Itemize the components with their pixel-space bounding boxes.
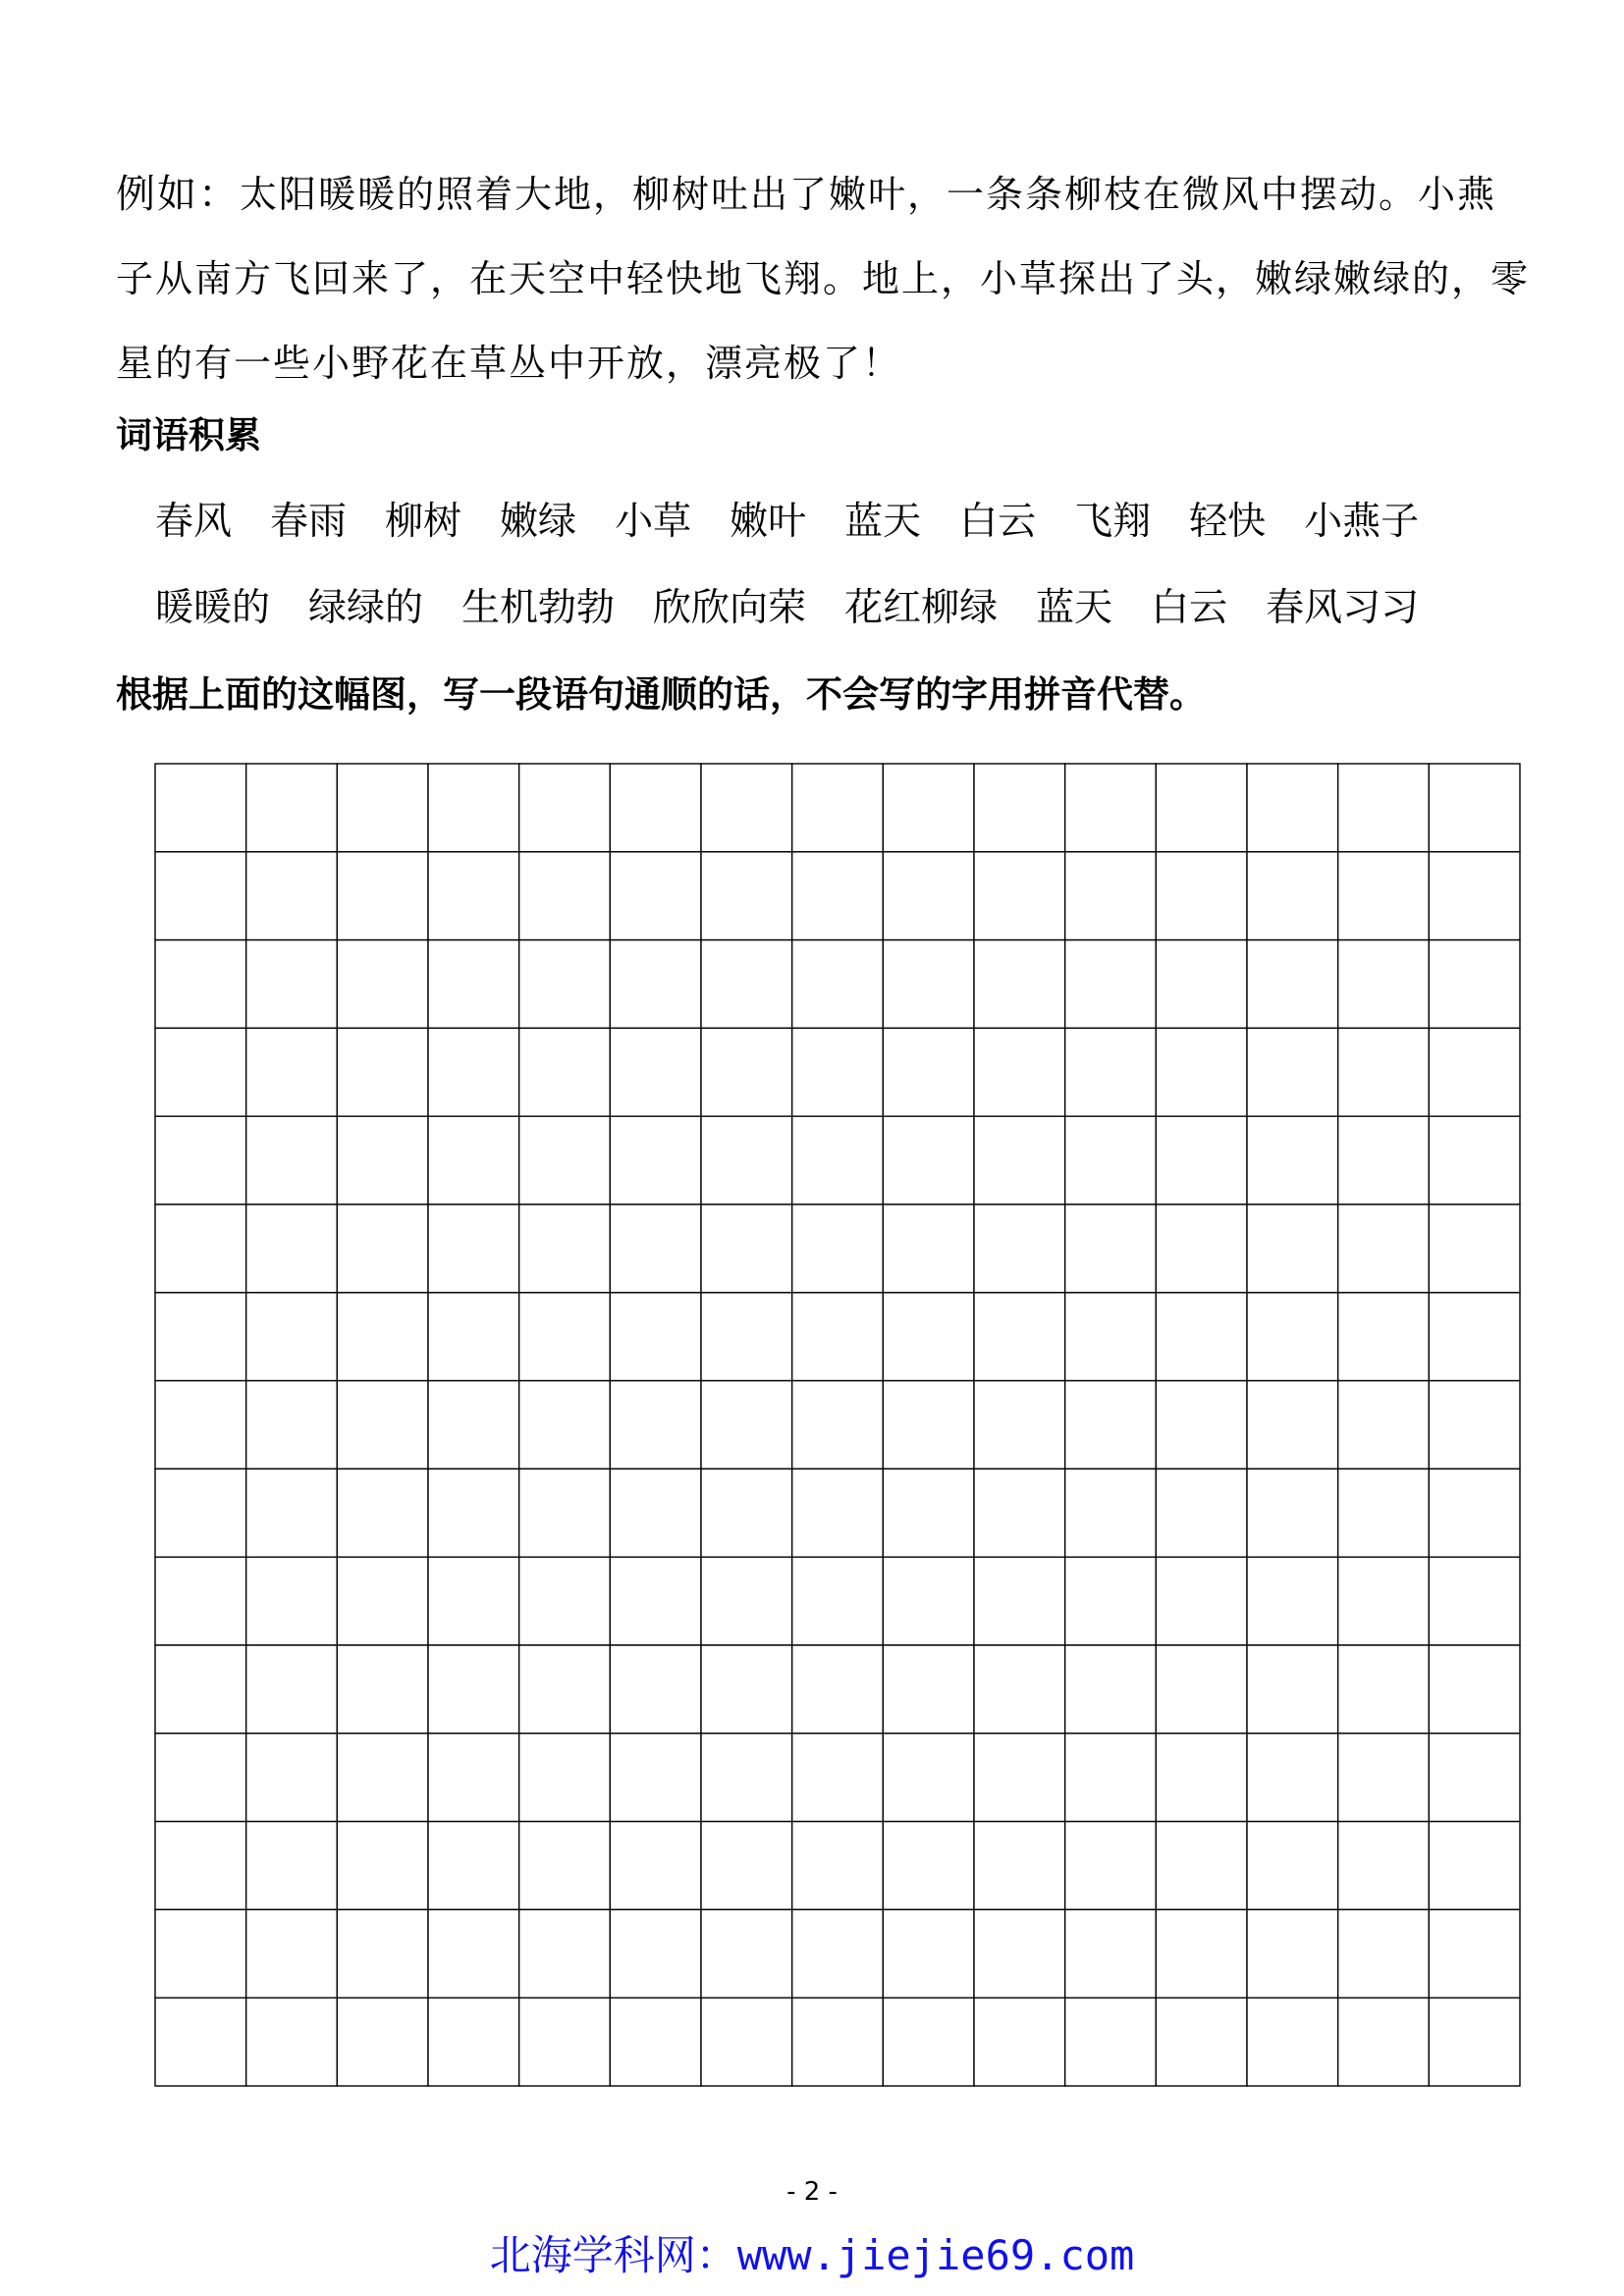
grid-cell[interactable] <box>428 1557 519 1645</box>
grid-cell[interactable] <box>792 1028 884 1116</box>
grid-cell[interactable] <box>974 940 1065 1029</box>
grid-cell[interactable] <box>1247 1468 1338 1557</box>
grid-cell[interactable] <box>428 1204 519 1293</box>
grid-cell[interactable] <box>155 1381 246 1469</box>
grid-cell[interactable] <box>701 1909 792 1998</box>
grid-cell[interactable] <box>519 1822 611 1910</box>
grid-cell[interactable] <box>792 852 884 940</box>
grid-cell[interactable] <box>1338 764 1430 852</box>
footer-url[interactable]: www.jiejie69.com <box>736 2231 1135 2279</box>
grid-cell[interactable] <box>1065 1468 1157 1557</box>
grid-cell[interactable] <box>610 1028 701 1116</box>
grid-cell[interactable] <box>1156 1381 1247 1469</box>
grid-cell[interactable] <box>974 1557 1065 1645</box>
vocabulary-word: 小燕子 <box>1304 500 1420 544</box>
grid-cell[interactable] <box>1156 1998 1247 2086</box>
grid-cell[interactable] <box>792 1645 884 1734</box>
vocabulary-word: 蓝天 <box>844 500 922 544</box>
example-text: 太阳暖暖的照着大地，柳树吐出了嫩叶，一条条柳枝在微风中摆动。小燕子从南方飞回来了，在天空中轻快地飞翔。地上，小草探出了头，嫩绿嫩绿的，零星的有一些小野花在草丛中开放，漂亮极了！ <box>116 173 1531 385</box>
grid-cell[interactable] <box>610 940 701 1029</box>
grid-cell[interactable] <box>155 1909 246 1998</box>
grid-cell[interactable] <box>1156 1028 1247 1116</box>
grid-cell[interactable] <box>1429 852 1520 940</box>
grid-cell[interactable] <box>519 940 611 1029</box>
grid-cell[interactable] <box>1247 1557 1338 1645</box>
vocabulary-word: 嫩绿 <box>500 500 577 544</box>
grid-cell[interactable] <box>883 1204 974 1293</box>
page-number: - 2 - <box>786 2177 838 2207</box>
grid-cell[interactable] <box>246 1909 338 1998</box>
grid-cell[interactable] <box>883 1293 974 1381</box>
grid-cell[interactable] <box>155 1204 246 1293</box>
grid-cell[interactable] <box>428 852 519 940</box>
grid-cell[interactable] <box>1338 1204 1430 1293</box>
grid-cell[interactable] <box>1247 1204 1338 1293</box>
example-label: 例如： <box>116 172 240 217</box>
grid-cell[interactable] <box>246 1204 338 1293</box>
grid-cell[interactable] <box>1065 1998 1157 2086</box>
vocabulary-word: 春雨 <box>270 500 348 544</box>
grid-cell[interactable] <box>155 1822 246 1910</box>
grid-cell[interactable] <box>1247 852 1338 940</box>
grid-cell[interactable] <box>1065 1204 1157 1293</box>
grid-cell[interactable] <box>519 1909 611 1998</box>
grid-cell[interactable] <box>155 1734 246 1822</box>
grid-cell[interactable] <box>1247 1381 1338 1469</box>
grid-cell[interactable] <box>246 852 338 940</box>
vocabulary-word: 嫩叶 <box>730 500 807 544</box>
grid-cell[interactable] <box>1065 1822 1157 1910</box>
grid-cell[interactable] <box>519 852 611 940</box>
grid-cell[interactable] <box>1338 1822 1430 1910</box>
grid-cell[interactable] <box>883 1381 974 1469</box>
grid-cell[interactable] <box>1156 1116 1247 1204</box>
grid-cell[interactable] <box>1156 1822 1247 1910</box>
grid-cell[interactable] <box>155 764 246 852</box>
example-paragraph <box>116 152 1530 405</box>
grid-cell[interactable] <box>974 1909 1065 1998</box>
grid-cell[interactable] <box>883 852 974 940</box>
grid-cell[interactable] <box>519 1116 611 1204</box>
grid-cell[interactable] <box>428 1293 519 1381</box>
grid-cell[interactable] <box>974 1293 1065 1381</box>
grid-cell[interactable] <box>701 764 792 852</box>
grid-cell[interactable] <box>246 764 338 852</box>
grid-cell[interactable] <box>883 764 974 852</box>
grid-cell[interactable] <box>519 1557 611 1645</box>
vocabulary-word: 白云 <box>959 500 1037 544</box>
grid-cell[interactable] <box>337 764 428 852</box>
grid-cell[interactable] <box>1429 940 1520 1029</box>
grid-cell[interactable] <box>519 1028 611 1116</box>
grid-cell[interactable] <box>428 1998 519 2086</box>
grid-cell[interactable] <box>1429 1381 1520 1469</box>
grid-cell[interactable] <box>883 1116 974 1204</box>
grid-cell[interactable] <box>155 1028 246 1116</box>
grid-cell[interactable] <box>337 852 428 940</box>
grid-cell[interactable] <box>701 1822 792 1910</box>
grid-cell[interactable] <box>1247 1822 1338 1910</box>
grid-cell[interactable] <box>701 1468 792 1557</box>
grid-cell[interactable] <box>883 1734 974 1822</box>
grid-cell[interactable] <box>610 1909 701 1998</box>
grid-cell[interactable] <box>519 1998 611 2086</box>
vocabulary-word: 生机勃勃 <box>461 586 616 630</box>
grid-cell[interactable] <box>883 1557 974 1645</box>
vocabulary-word: 飞翔 <box>1074 500 1152 544</box>
grid-cell[interactable] <box>1338 1557 1430 1645</box>
grid-cell[interactable] <box>1156 1468 1247 1557</box>
grid-cell[interactable] <box>337 1028 428 1116</box>
grid-cell[interactable] <box>1338 1116 1430 1204</box>
footer-site-name: 北海学科网： <box>489 2231 737 2279</box>
grid-cell[interactable] <box>428 1645 519 1734</box>
grid-cell[interactable] <box>610 1734 701 1822</box>
grid-cell[interactable] <box>519 1468 611 1557</box>
vocabulary-word: 绿绿的 <box>308 586 424 630</box>
grid-cell[interactable] <box>246 1645 338 1734</box>
grid-cell[interactable] <box>1429 1204 1520 1293</box>
grid-cell[interactable] <box>1065 1909 1157 1998</box>
grid-cell[interactable] <box>1429 1822 1520 1910</box>
grid-cell[interactable] <box>1156 852 1247 940</box>
grid-cell[interactable] <box>155 940 246 1029</box>
grid-cell[interactable] <box>974 1468 1065 1557</box>
grid-cell[interactable] <box>1338 940 1430 1029</box>
grid-cell[interactable] <box>792 1909 884 1998</box>
grid-cell[interactable] <box>337 1468 428 1557</box>
grid-cell[interactable] <box>1156 1734 1247 1822</box>
vocabulary-word: 春风 <box>155 500 233 544</box>
grid-cell[interactable] <box>155 1998 246 2086</box>
footer-watermark <box>0 2228 1624 2283</box>
grid-cell[interactable] <box>1338 1028 1430 1116</box>
grid-cell[interactable] <box>1065 1734 1157 1822</box>
vocabulary-word: 小草 <box>615 500 692 544</box>
grid-cell[interactable] <box>428 1116 519 1204</box>
vocabulary-word: 白云 <box>1151 586 1228 630</box>
vocabulary-word: 花红柳绿 <box>844 586 999 630</box>
grid-cell[interactable] <box>974 1734 1065 1822</box>
grid-cell[interactable] <box>1247 1116 1338 1204</box>
vocabulary-word: 蓝天 <box>1036 586 1113 630</box>
grid-cell[interactable] <box>701 1645 792 1734</box>
grid-cell[interactable] <box>1429 1645 1520 1734</box>
grid-cell[interactable] <box>246 1998 338 2086</box>
grid-cell[interactable] <box>792 1204 884 1293</box>
vocabulary-title: 词语积累 <box>116 414 261 456</box>
grid-cell[interactable] <box>155 1116 246 1204</box>
grid-cell[interactable] <box>701 1734 792 1822</box>
grid-cell[interactable] <box>610 1822 701 1910</box>
grid-cell[interactable] <box>701 1028 792 1116</box>
grid-cell[interactable] <box>155 852 246 940</box>
grid-cell[interactable] <box>974 852 1065 940</box>
grid-cell[interactable] <box>1429 1909 1520 1998</box>
grid-cell[interactable] <box>1338 1998 1430 2086</box>
grid-cell[interactable] <box>1247 1293 1338 1381</box>
grid-cell[interactable] <box>1429 1468 1520 1557</box>
grid-cell[interactable] <box>428 1734 519 1822</box>
grid-cell[interactable] <box>519 1645 611 1734</box>
grid-cell[interactable] <box>792 1557 884 1645</box>
vocabulary-word: 春风习习 <box>1266 586 1420 630</box>
vocabulary-word: 轻快 <box>1189 500 1267 544</box>
grid-cell[interactable] <box>974 1822 1065 1910</box>
grid-cell[interactable] <box>519 1381 611 1469</box>
grid-cell[interactable] <box>428 1028 519 1116</box>
grid-cell[interactable] <box>792 1998 884 2086</box>
grid-cell[interactable] <box>1247 1028 1338 1116</box>
grid-cell[interactable] <box>701 1998 792 2086</box>
grid-cell[interactable] <box>792 940 884 1029</box>
grid-cell[interactable] <box>1247 940 1338 1029</box>
grid-cell[interactable] <box>1065 1028 1157 1116</box>
grid-cell[interactable] <box>974 1645 1065 1734</box>
grid-cell[interactable] <box>1156 1293 1247 1381</box>
grid-cell[interactable] <box>337 1734 428 1822</box>
grid-cell[interactable] <box>610 1381 701 1469</box>
grid-cell[interactable] <box>246 1116 338 1204</box>
grid-cell[interactable] <box>246 940 338 1029</box>
vocabulary-row-1 <box>155 495 1457 550</box>
vocabulary-word: 暖暖的 <box>155 586 271 630</box>
grid-cell[interactable] <box>246 1557 338 1645</box>
grid-cell[interactable] <box>792 1822 884 1910</box>
grid-cell[interactable] <box>519 1734 611 1822</box>
grid-cell[interactable] <box>155 1293 246 1381</box>
grid-cell[interactable] <box>428 764 519 852</box>
grid-cell[interactable] <box>792 1116 884 1204</box>
grid-cell[interactable] <box>1247 1909 1338 1998</box>
grid-cell[interactable] <box>1065 1293 1157 1381</box>
grid-cell[interactable] <box>610 1293 701 1381</box>
grid-cell[interactable] <box>701 1116 792 1204</box>
grid-cell[interactable] <box>701 1293 792 1381</box>
grid-cell[interactable] <box>428 1381 519 1469</box>
grid-cell[interactable] <box>428 1822 519 1910</box>
grid-cell[interactable] <box>155 1468 246 1557</box>
writing-grid[interactable] <box>154 763 1521 2087</box>
grid-cell[interactable] <box>883 1998 974 2086</box>
grid-cell[interactable] <box>1429 1998 1520 2086</box>
grid-cell[interactable] <box>610 1998 701 2086</box>
grid-cell[interactable] <box>155 1557 246 1645</box>
writing-instruction: 根据上面的这幅图，写一段语句通顺的话，不会写的字用拼音代替。 <box>116 673 1206 716</box>
grid-cell[interactable] <box>974 764 1065 852</box>
grid-cell[interactable] <box>974 1204 1065 1293</box>
grid-cell[interactable] <box>1429 1734 1520 1822</box>
grid-cell[interactable] <box>1156 1645 1247 1734</box>
grid-cell[interactable] <box>337 1645 428 1734</box>
grid-cell[interactable] <box>792 1381 884 1469</box>
grid-cell[interactable] <box>610 852 701 940</box>
grid-cell[interactable] <box>519 764 611 852</box>
grid-cell[interactable] <box>883 1822 974 1910</box>
grid-cell[interactable] <box>1338 1909 1430 1998</box>
grid-cell[interactable] <box>883 1645 974 1734</box>
grid-cell[interactable] <box>1156 1557 1247 1645</box>
grid-cell[interactable] <box>1156 1204 1247 1293</box>
grid-cell[interactable] <box>974 1116 1065 1204</box>
grid-cell[interactable] <box>883 940 974 1029</box>
grid-cell[interactable] <box>428 1468 519 1557</box>
grid-cell[interactable] <box>428 1909 519 1998</box>
grid-cell[interactable] <box>1429 1293 1520 1381</box>
grid-cell[interactable] <box>1338 852 1430 940</box>
grid-cell[interactable] <box>246 1293 338 1381</box>
grid-cell[interactable] <box>610 1557 701 1645</box>
grid-cell[interactable] <box>337 940 428 1029</box>
grid-cell[interactable] <box>610 1116 701 1204</box>
grid-cell[interactable] <box>1065 1645 1157 1734</box>
grid-cell[interactable] <box>1247 1734 1338 1822</box>
grid-cell[interactable] <box>701 1381 792 1469</box>
grid-cell[interactable] <box>337 1909 428 1998</box>
vocabulary-word: 柳树 <box>385 500 462 544</box>
grid-cell[interactable] <box>610 1468 701 1557</box>
grid-cell[interactable] <box>610 1204 701 1293</box>
grid-cell[interactable] <box>1065 1557 1157 1645</box>
grid-cell[interactable] <box>1429 764 1520 852</box>
grid-cell[interactable] <box>701 852 792 940</box>
grid-cell[interactable] <box>701 1204 792 1293</box>
grid-cell[interactable] <box>337 1557 428 1645</box>
grid-cell[interactable] <box>246 1381 338 1469</box>
grid-cell[interactable] <box>337 1998 428 2086</box>
grid-cell[interactable] <box>1338 1293 1430 1381</box>
grid-cell[interactable] <box>701 1557 792 1645</box>
grid-cell[interactable] <box>337 1116 428 1204</box>
grid-cell[interactable] <box>246 1028 338 1116</box>
grid-cell[interactable] <box>1156 764 1247 852</box>
grid-cell[interactable] <box>974 1028 1065 1116</box>
grid-cell[interactable] <box>792 764 884 852</box>
grid-cell[interactable] <box>792 1734 884 1822</box>
grid-cell[interactable] <box>1065 852 1157 940</box>
grid-cell[interactable] <box>1065 940 1157 1029</box>
grid-cell[interactable] <box>1065 1116 1157 1204</box>
grid-cell[interactable] <box>1338 1381 1430 1469</box>
grid-cell[interactable] <box>428 940 519 1029</box>
grid-cell[interactable] <box>1429 1116 1520 1204</box>
grid-cell[interactable] <box>701 940 792 1029</box>
grid-cell[interactable] <box>1065 764 1157 852</box>
grid-cell[interactable] <box>974 1998 1065 2086</box>
grid-cell[interactable] <box>246 1468 338 1557</box>
grid-cell[interactable] <box>337 1822 428 1910</box>
grid-cell[interactable] <box>1338 1468 1430 1557</box>
grid-cell[interactable] <box>337 1293 428 1381</box>
grid-cell[interactable] <box>337 1381 428 1469</box>
grid-cell[interactable] <box>974 1381 1065 1469</box>
grid-cell[interactable] <box>1247 1998 1338 2086</box>
grid-cell[interactable] <box>1338 1734 1430 1822</box>
grid-cell[interactable] <box>883 1909 974 1998</box>
grid-cell[interactable] <box>337 1204 428 1293</box>
grid-cell[interactable] <box>1429 1028 1520 1116</box>
grid-cell[interactable] <box>610 764 701 852</box>
grid-cell[interactable] <box>519 1204 611 1293</box>
grid-cell[interactable] <box>610 1645 701 1734</box>
grid-cell[interactable] <box>1156 940 1247 1029</box>
grid-cell[interactable] <box>519 1293 611 1381</box>
grid-cell[interactable] <box>1338 1645 1430 1734</box>
grid-cell[interactable] <box>792 1293 884 1381</box>
grid-cell[interactable] <box>1156 1909 1247 1998</box>
grid-cell[interactable] <box>1429 1557 1520 1645</box>
grid-cell[interactable] <box>792 1468 884 1557</box>
grid-cell[interactable] <box>1065 1381 1157 1469</box>
grid-cell[interactable] <box>155 1645 246 1734</box>
grid-cell[interactable] <box>883 1028 974 1116</box>
vocabulary-row-2 <box>155 581 1457 636</box>
grid-cell[interactable] <box>246 1734 338 1822</box>
grid-cell[interactable] <box>1247 1645 1338 1734</box>
vocabulary-word: 欣欣向荣 <box>653 586 807 630</box>
grid-cell[interactable] <box>1247 764 1338 852</box>
grid-cell[interactable] <box>883 1468 974 1557</box>
grid-cell[interactable] <box>246 1822 338 1910</box>
